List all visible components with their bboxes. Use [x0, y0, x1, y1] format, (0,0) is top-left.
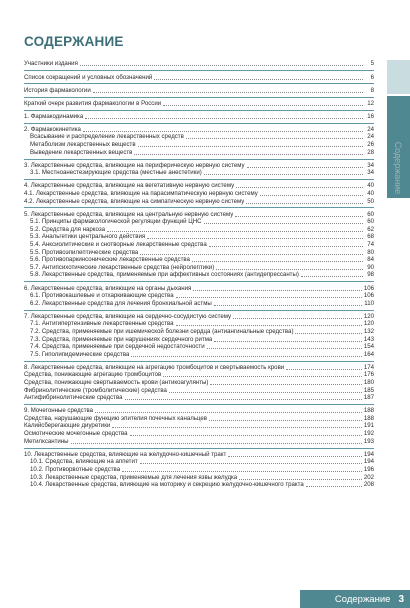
- toc-entry-page: 60: [367, 218, 374, 226]
- toc-entry-title: Всасывание и распределение лекарственных средств: [30, 133, 184, 141]
- toc-section: [24, 70, 374, 81]
- toc-entry[interactable]: [24, 198, 374, 206]
- dot-leader: [140, 254, 363, 255]
- toc-entry[interactable]: [24, 256, 374, 264]
- toc-section: [24, 448, 374, 489]
- toc-entry[interactable]: [24, 343, 374, 351]
- toc-entry-page: 120: [363, 320, 374, 328]
- toc-entry-page: 26: [367, 141, 374, 149]
- toc-entry-title: 6. Лекарственные средства, влияющие на органы дыхания: [24, 284, 192, 292]
- toc-entry[interactable]: [24, 149, 374, 157]
- toc-entry-page: 6: [370, 73, 374, 81]
- toc-entry[interactable]: [24, 415, 374, 423]
- toc-section: [24, 123, 374, 157]
- toc-entry[interactable]: [24, 113, 374, 121]
- dot-leader: [247, 167, 363, 168]
- page-number: 3: [398, 593, 404, 605]
- toc-entry-page: 50: [367, 197, 374, 205]
- toc-entry-title: Средства, понижающие агрегацию тромбоцитов: [24, 371, 162, 379]
- toc-entry-title: 10.4. Лекарственные средства, влияющие на моторику и секрецию желудочно-кишечного тракта: [30, 481, 304, 489]
- dot-leader: [209, 420, 362, 421]
- dot-leader: [138, 146, 363, 147]
- toc-entry-title: Метаболизм лекарственных веществ: [30, 141, 136, 149]
- dot-leader: [192, 261, 363, 262]
- dot-leader: [95, 412, 362, 413]
- toc-entry-title: 5.3. Анальгетики центрального действия: [30, 233, 146, 241]
- toc-entry[interactable]: [24, 336, 374, 344]
- toc-entry-page: 192: [363, 430, 374, 438]
- toc-entry-title: Список сокращений и условных обозначений: [24, 73, 153, 81]
- toc-entry-page: 154: [363, 343, 374, 351]
- toc-entry-page: 132: [363, 327, 374, 335]
- toc-entry[interactable]: [24, 430, 374, 438]
- dot-leader: [306, 486, 362, 487]
- toc-entry-page: 185: [363, 386, 374, 394]
- dot-leader: [134, 154, 363, 155]
- toc-entry-page: 12: [367, 99, 374, 107]
- toc-entry-page: 191: [363, 422, 374, 430]
- dot-leader: [239, 479, 362, 480]
- toc-entry-title: 7.3. Средства, применяемые при нарушениях сердечного ритма: [30, 335, 213, 343]
- dot-leader: [169, 392, 362, 393]
- toc-entry-title: 5.7. Антипсихотические лекарственные средства (нейролептики): [30, 263, 215, 271]
- toc-entry-page: 62: [367, 225, 374, 233]
- toc-entry-title: 3.1. Местноанестезирующие средства (местные анестетики): [30, 169, 202, 177]
- dot-leader: [93, 92, 363, 93]
- toc-entry-title: 7.2. Средства, применяемые при ишемической болезни сердца (антиангинальные средства): [30, 327, 294, 335]
- toc-entry-title: Осмотические мочегонные средства: [24, 430, 128, 438]
- toc-entry-page: 188: [363, 414, 374, 422]
- toc-entry-title: 8. Лекарственные средства, влияющие на агрегацию тромбоцитов и свертываемость крови: [24, 363, 285, 371]
- toc-entry[interactable]: [24, 233, 374, 241]
- dot-leader: [83, 131, 363, 132]
- footer-label: Содержание: [334, 593, 391, 605]
- toc-entry-title: 10. Лекарственные средства, влияющие на желудочно-кишечный тракт: [24, 450, 227, 458]
- toc-section: [24, 58, 374, 68]
- dot-leader: [216, 269, 363, 270]
- toc-entry-page: 120: [363, 312, 374, 320]
- toc-entry-page: 143: [363, 335, 374, 343]
- dot-leader: [301, 276, 363, 277]
- toc-entry-page: 24: [367, 133, 374, 141]
- toc-entry-page: 196: [363, 465, 374, 473]
- toc-entry-title: Средства, нарушающие функцию эпителия почечных канальцев: [24, 414, 208, 422]
- dot-leader: [207, 348, 362, 349]
- dot-leader: [246, 203, 363, 204]
- toc-entry-page: 208: [363, 481, 374, 489]
- toc-section: [24, 361, 374, 402]
- side-section-label: Содержание: [393, 141, 403, 195]
- dot-leader: [235, 216, 363, 217]
- toc-entry[interactable]: [24, 182, 374, 190]
- toc-entry[interactable]: [24, 466, 374, 474]
- toc-entry[interactable]: [24, 133, 374, 141]
- toc-entry-title: 4.2. Лекарственные средства, влияющие на симпатическую нервную систему: [24, 197, 245, 205]
- toc-entry[interactable]: [24, 481, 374, 489]
- toc-entry-title: Калийсберегающие диуретики: [24, 422, 111, 430]
- footer-bar: [300, 590, 410, 608]
- toc-entry[interactable]: [24, 218, 374, 226]
- toc-section: [24, 97, 374, 108]
- toc-entry-title: 7.1. Антигипертензивные лекарственные средства: [30, 320, 174, 328]
- toc-entry[interactable]: [24, 328, 374, 336]
- toc-entry-page: 202: [363, 473, 374, 481]
- toc-section: [24, 281, 374, 307]
- dot-leader: [112, 427, 362, 428]
- toc-entry-page: 193: [363, 437, 374, 445]
- toc-entry[interactable]: [24, 141, 374, 149]
- toc-entry-title: 1. Фармакодинамика: [24, 112, 84, 120]
- toc-entry[interactable]: [24, 451, 374, 459]
- dot-leader: [204, 223, 363, 224]
- toc-entry-title: 5.6. Противопаркинсонические лекарственные средства: [30, 256, 190, 264]
- toc-entry-page: 16: [367, 112, 374, 120]
- toc-entry[interactable]: [24, 100, 374, 108]
- toc-entry[interactable]: [24, 241, 374, 249]
- toc-entry-page: 84: [367, 256, 374, 264]
- dot-leader: [260, 195, 363, 196]
- toc-entry[interactable]: [24, 211, 374, 219]
- toc-entry-page: 110: [364, 299, 374, 307]
- dot-leader: [186, 138, 363, 139]
- toc-entry-title: Краткий очерк развития фармакологии в России: [24, 99, 162, 107]
- toc-section: [24, 159, 374, 177]
- toc-entry-title: 10.2. Противорвотные средства: [30, 465, 121, 473]
- toc-entry-page: 106: [363, 292, 374, 300]
- toc-entry-title: Метилксантины: [24, 437, 69, 445]
- toc-entry-title: Антифибринолитические средства: [24, 394, 123, 402]
- toc-entry[interactable]: [24, 371, 374, 379]
- toc-entry-page: 106: [363, 284, 374, 292]
- toc-entry-title: 10.1. Средства, влияющие на аппетит: [30, 458, 138, 466]
- dot-leader: [147, 238, 363, 239]
- toc-entry[interactable]: [24, 271, 374, 279]
- toc-entry-title: 5.1. Принципы фармакологической регуляции функций ЦНС: [30, 218, 202, 226]
- toc-entry-title: 7.5. Гиполипидемические средства: [30, 350, 130, 358]
- toc-entry[interactable]: [24, 320, 374, 328]
- dot-leader: [193, 290, 362, 291]
- toc-entry-page: 34: [367, 169, 374, 177]
- toc-entry-page: 68: [367, 233, 374, 241]
- page-title: СОДЕРЖАНИЕ: [24, 34, 124, 49]
- dot-leader: [125, 399, 362, 400]
- toc-entry-page: 176: [363, 371, 374, 379]
- toc-entry[interactable]: [24, 190, 374, 198]
- dot-leader: [210, 384, 361, 385]
- toc-entry-title: 5.5. Противоэпилептические средства: [30, 248, 139, 256]
- dot-leader: [85, 118, 363, 119]
- section-tab-inactive: [387, 60, 410, 94]
- toc-entry[interactable]: [24, 87, 374, 95]
- toc-entry[interactable]: [24, 162, 374, 170]
- toc-entry-title: 3. Лекарственные средства, влияющие на периферическую нервную систему: [24, 161, 245, 169]
- dot-leader: [122, 471, 362, 472]
- toc-entry[interactable]: [24, 351, 374, 359]
- toc-section: [24, 179, 374, 205]
- toc-entry[interactable]: [24, 74, 374, 82]
- toc-entry-page: 74: [367, 241, 374, 249]
- toc-entry[interactable]: [24, 313, 374, 321]
- toc-entry[interactable]: [24, 407, 374, 415]
- toc-section: [24, 404, 374, 445]
- toc-entry[interactable]: [24, 364, 374, 372]
- toc-entry-title: 7.4. Средства, применяемые при сердечной недостаточности: [30, 343, 205, 351]
- toc-entry[interactable]: [24, 379, 374, 387]
- toc-entry-title: 2. Фармакокинетика: [24, 125, 81, 133]
- toc-entry[interactable]: [24, 126, 374, 134]
- dot-leader: [80, 65, 363, 66]
- toc-entry-title: 6.2. Лекарственные средства для лечения бронхиальной астмы: [30, 299, 212, 307]
- toc-entry-page: 60: [367, 210, 374, 218]
- toc-entry[interactable]: [24, 438, 374, 446]
- toc-entry-page: 40: [367, 190, 374, 197]
- toc-entry-title: 5.8. Лекарственные средства, применяемые при аффективных состояниях (антидепрессанты): [30, 271, 299, 279]
- toc-entry-page: 90: [367, 263, 374, 271]
- toc-entry[interactable]: [24, 300, 374, 308]
- toc-entry[interactable]: [24, 285, 374, 293]
- toc-entry[interactable]: [24, 249, 374, 257]
- toc-entry-page: 194: [363, 458, 374, 466]
- toc-entry-title: 7. Лекарственные средства, влияющие на сердечно-сосудистую систему: [24, 312, 232, 320]
- toc-entry-page: 28: [367, 148, 374, 156]
- toc-entry-title: Средства, понижающие свертываемость крови (антикоагулянты): [24, 379, 209, 386]
- toc-entry-title: 5.4. Анксиолитические и снотворные лекарственные средства: [30, 241, 207, 249]
- toc-entry-page: 24: [367, 125, 374, 133]
- toc-entry[interactable]: [24, 226, 374, 234]
- toc-entry[interactable]: [24, 60, 374, 68]
- dot-leader: [163, 105, 363, 106]
- table-of-contents: [24, 56, 374, 489]
- dot-leader: [286, 369, 362, 370]
- dot-leader: [209, 246, 363, 247]
- dot-leader: [236, 187, 363, 188]
- toc-entry-title: 4. Лекарственные средства, влияющие на вегетативную нервную систему: [24, 182, 235, 190]
- toc-entry[interactable]: [24, 169, 374, 177]
- toc-entry-page: 194: [363, 450, 374, 458]
- toc-entry-page: 188: [363, 407, 374, 415]
- toc-entry-page: 8: [370, 86, 374, 94]
- dot-leader: [163, 376, 362, 377]
- dot-leader: [176, 297, 362, 298]
- toc-entry-page: 80: [367, 248, 374, 256]
- dot-leader: [233, 318, 362, 319]
- toc-entry[interactable]: [24, 458, 374, 466]
- toc-entry[interactable]: [24, 394, 374, 402]
- toc-entry-title: 4.1. Лекарственные средства, влияющие на парасимпатическую нервную систему: [24, 190, 258, 197]
- dot-leader: [131, 356, 361, 357]
- toc-section: [24, 207, 374, 279]
- toc-entry[interactable]: [24, 474, 374, 482]
- toc-section: [24, 83, 374, 94]
- toc-entry-title: 5.2. Средства для наркоза: [30, 225, 106, 233]
- toc-section: [24, 310, 374, 359]
- toc-entry-page: 34: [367, 161, 374, 169]
- dot-leader: [204, 174, 363, 175]
- dot-leader: [71, 443, 362, 444]
- toc-entry-page: 98: [367, 271, 374, 279]
- toc-entry[interactable]: [24, 422, 374, 430]
- toc-entry-title: История фармакологии: [24, 86, 91, 94]
- toc-entry[interactable]: [24, 387, 374, 395]
- toc-section: [24, 110, 374, 121]
- toc-entry[interactable]: [24, 292, 374, 300]
- toc-entry-page: 187: [363, 394, 374, 402]
- toc-entry-page: 40: [367, 182, 374, 190]
- toc-entry-title: 5. Лекарственные средства, влияющие на центральную нервную систему: [24, 210, 234, 218]
- dot-leader: [228, 456, 362, 457]
- toc-entry-title: 10.3. Лекарственные средства, применяемые для лечения язвы желудка: [30, 473, 238, 481]
- dot-leader: [295, 333, 361, 334]
- dot-leader: [107, 231, 363, 232]
- toc-entry-page: 164: [363, 350, 374, 358]
- toc-entry-page: 174: [363, 363, 374, 371]
- dot-leader: [154, 79, 363, 80]
- toc-entry[interactable]: [24, 264, 374, 272]
- dot-leader: [214, 305, 363, 306]
- dot-leader: [214, 341, 362, 342]
- toc-entry-title: 6.1. Противокашлевые и отхаркивающие средства: [30, 292, 174, 300]
- toc-entry-page: 180: [363, 379, 374, 386]
- dot-leader: [140, 463, 362, 464]
- dot-leader: [130, 435, 362, 436]
- dot-leader: [176, 325, 362, 326]
- toc-entry-title: Участники издания: [24, 60, 78, 68]
- toc-entry-page: 5: [370, 60, 374, 68]
- toc-entry-title: Выведение лекарственных веществ: [30, 148, 133, 156]
- toc-entry-title: 9. Мочегонные средства: [24, 407, 94, 415]
- toc-entry-title: Фибринолитические (тромболитические) средства: [24, 386, 167, 394]
